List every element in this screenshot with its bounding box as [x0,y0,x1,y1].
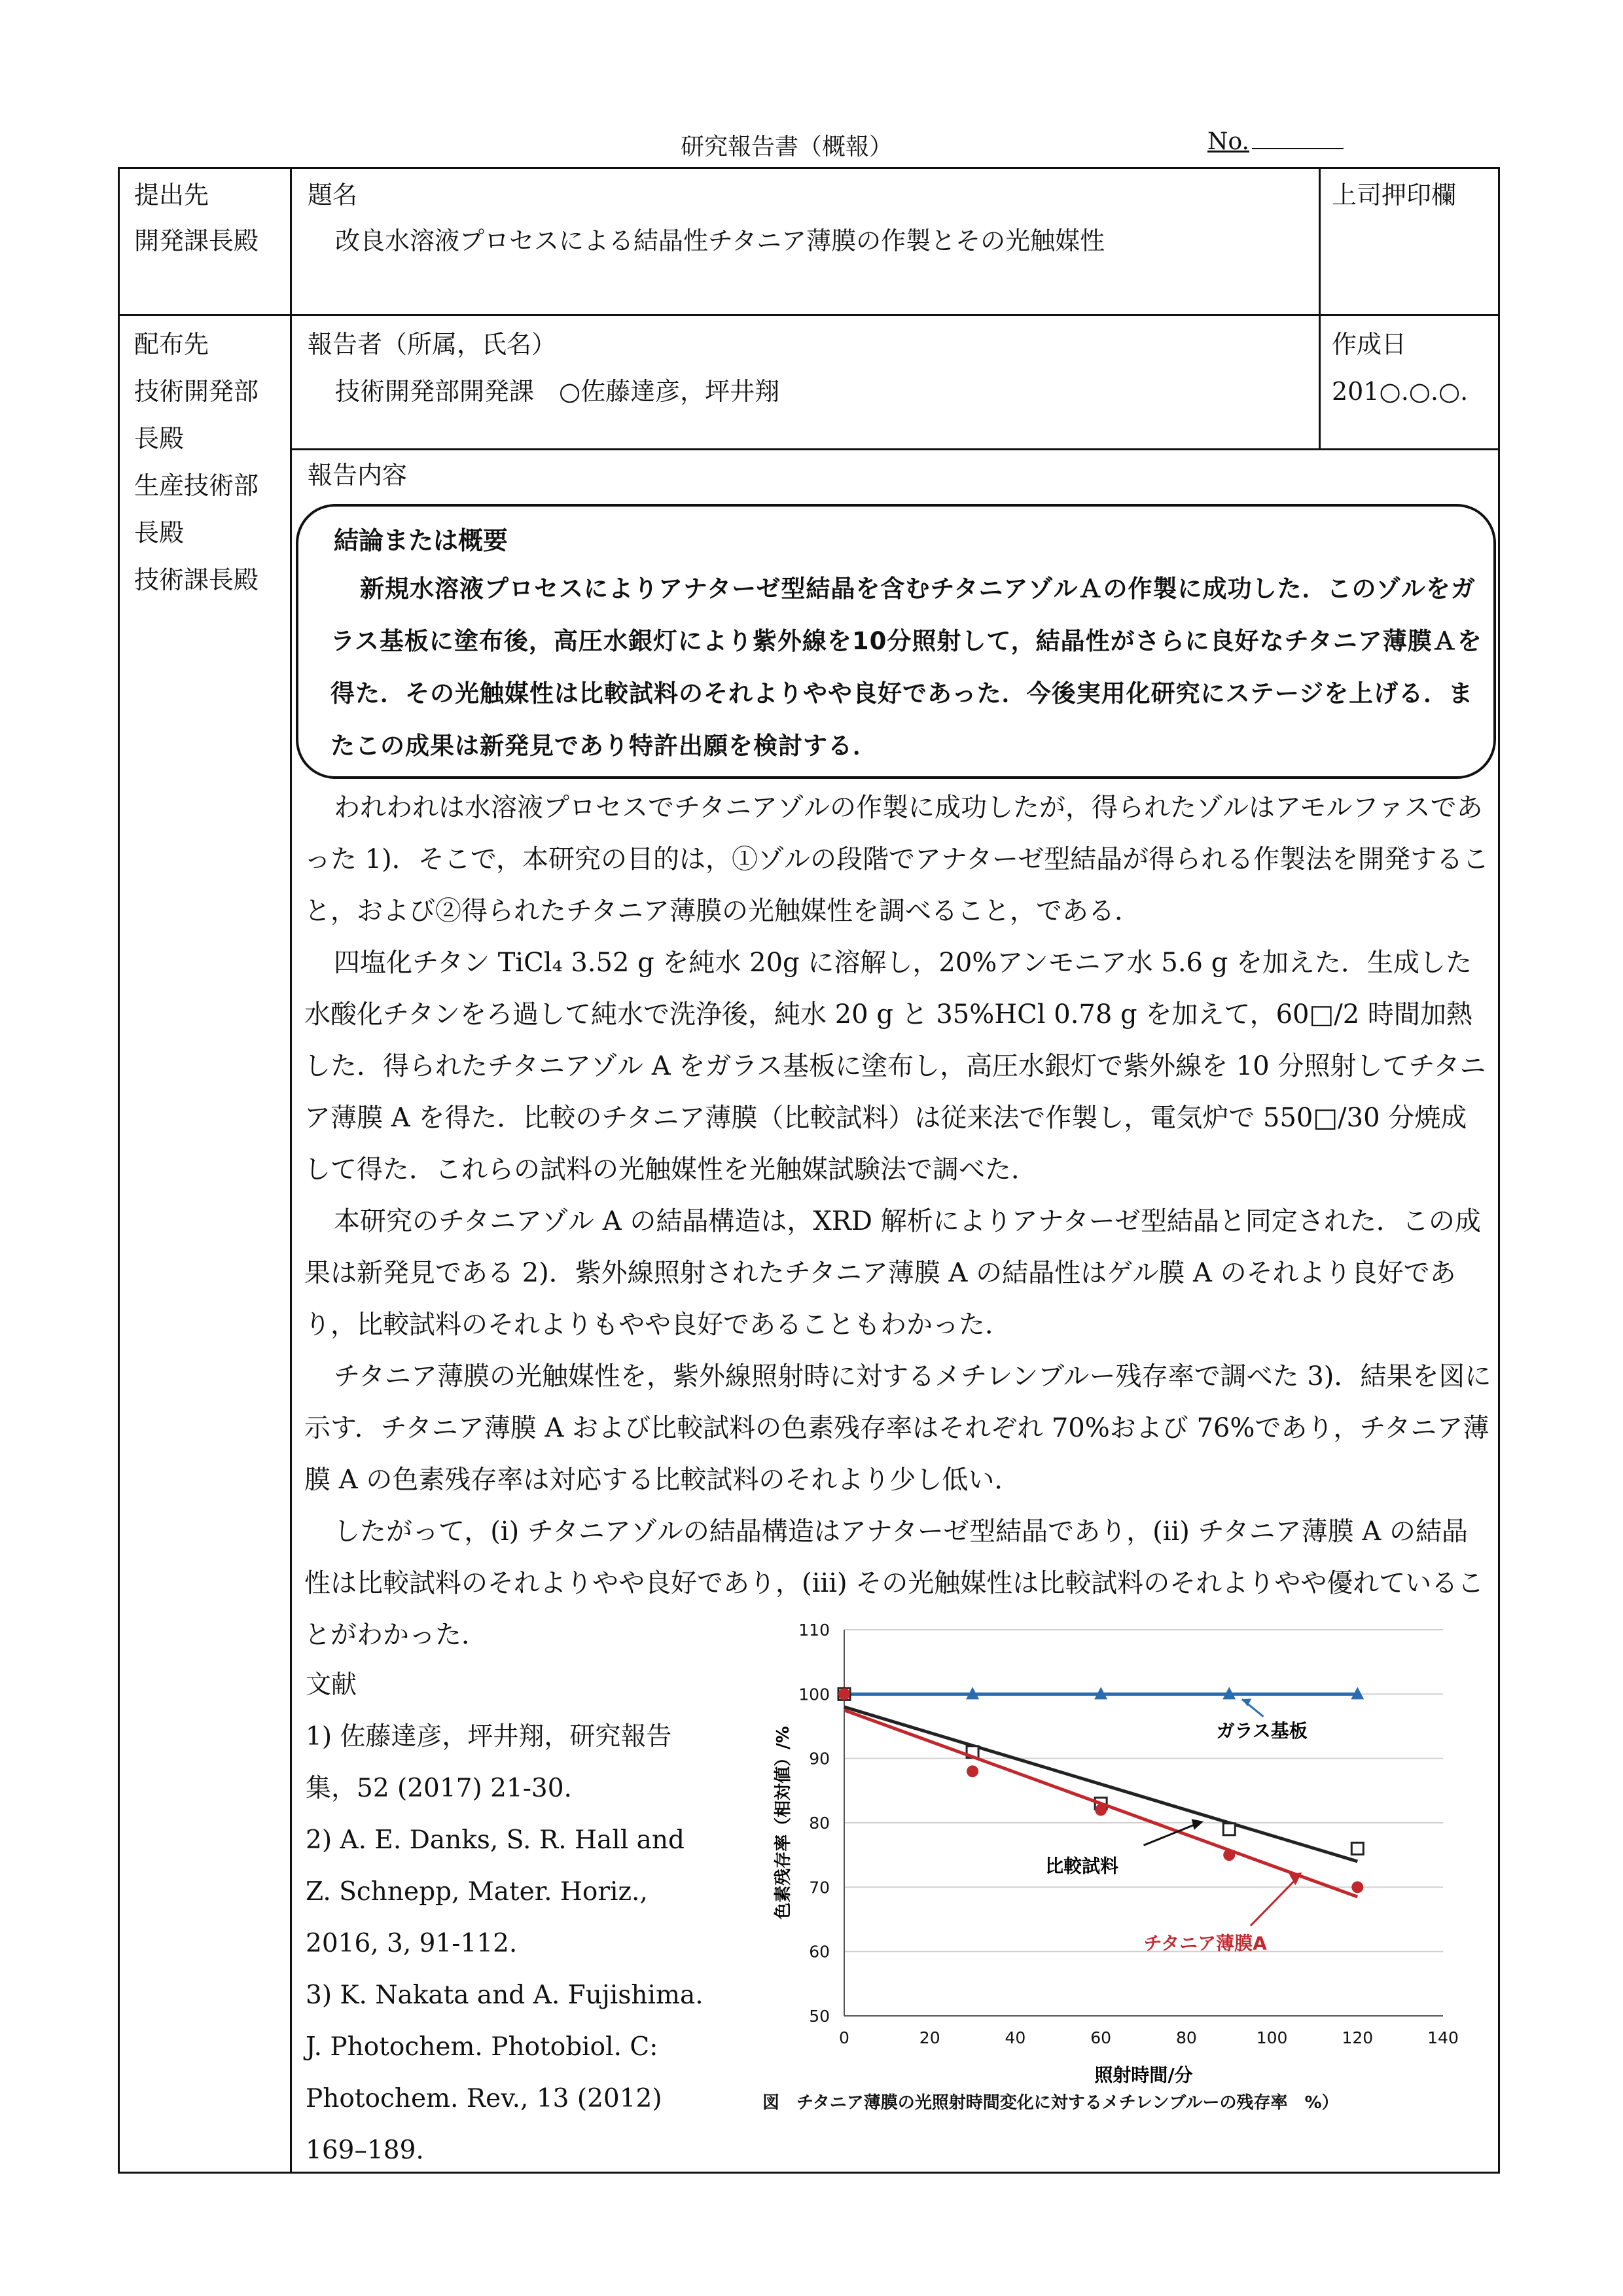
report-number-label [1207,128,1344,155]
annotation-glass-substrate: ガラス基板 [1216,1720,1308,1742]
chart-axes [798,1621,1459,2047]
report-number-blank[interactable] [1252,128,1344,149]
distribution-line-1: 技術開発部 [134,377,259,406]
annotation-reference-sample: 比較試料 [1045,1855,1119,1877]
arrow-titania [1251,1878,1298,1926]
reporter-label: 報告者（所属，氏名） [308,330,557,359]
annotation-titania-film-a: チタニア薄膜A [1143,1932,1267,1954]
column-divider-left [290,167,292,2174]
x-tick-label: 20 [919,2028,940,2047]
report-title: 研究報告書（概報） [681,134,893,160]
y-tick-label: 90 [809,1749,830,1768]
point-circle [1351,1881,1363,1893]
reference-1: 1) 佐藤達彦，坪井翔，研究報告集，52 (2017) 21-30. [306,1722,672,1803]
residual-rate-chart [753,1610,1499,2121]
reference-2: 2) A. E. Danks, S. R. Hall and Z. Schnepp, Mater. Horiz., 2016, 3, 91-112. [306,1825,685,1958]
y-tick-label: 80 [809,1814,830,1833]
x-axis-label: 照射時間/分 [1094,2064,1193,2086]
chart-grid [844,1630,1443,2016]
x-tick-label: 40 [1005,2028,1026,2047]
submit-to-label: 提出先 [134,181,209,209]
point-circle [1095,1804,1107,1816]
point-circle [838,1688,850,1700]
row-divider-2 [290,448,1500,450]
body-paragraph-2: 四塩化チタン TiCl₄ 3.52 g を純水 20g に溶解し，20%アンモニア水 5.6 g を加えた．生成した水酸化チタンをろ過して純水で洗浄後，純水 20 g と 35%HCl 0.78 g を加えて，60□/2 時間加熱した．得られたチタニアゾル A をガラス基板に塗布し，高圧水銀灯で紫外線を 10 分照射してチタニア薄膜 A を得た．比較のチタニア薄膜（比較試料）は従来法で作製し，電気炉で 550□/30 分焼成して得た．これらの試料の光触媒性を光触媒試験法で調べた． [304,948,1486,1185]
body-paragraph-1: われわれは水溶液プロセスでチタニアゾルの作製に成功したが，得られたゾルはアモルファスであった 1)．そこで，本研究の目的は，①ゾルの段階でアナターゼ型結晶が得られる作製法を開発すること，および②得られたチタニア薄膜の光触媒性を調べること，である． [304,793,1489,926]
y-tick-label: 110 [798,1621,830,1640]
point-circle [967,1765,978,1777]
y-tick-label: 60 [809,1942,830,1962]
references [306,1659,711,2176]
arrowhead-reference [1192,1819,1204,1830]
x-tick-label: 100 [1256,2028,1288,2047]
distribution-line-2: 長殿 [134,424,185,453]
chart-caption: 図 チタニア薄膜の光照射時間変化に対するメチレンブルーの残存率 %） [762,2093,1339,2113]
summary-heading: 結論または概要 [334,526,508,555]
submit-to-value: 開発課長殿 [134,226,259,255]
reference-3: 3) K. Nakata and A. Fujishima. J. Photochem. Photobiol. C: Photochem. Rev., 13 (2012) 169–189. [306,1981,704,2165]
distribution-label: 配布先 [134,330,209,359]
arrow-reference [1144,1823,1200,1845]
x-tick-label: 0 [839,2028,849,2047]
x-tick-label: 60 [1090,2028,1112,2047]
distribution-line-5: 技術課長殿 [134,565,259,594]
x-tick-label: 140 [1427,2028,1459,2047]
row-divider-1 [118,314,1500,316]
y-tick-label: 70 [809,1878,830,1897]
report-number-text: No. [1207,128,1249,155]
y-tick-label: 100 [798,1685,830,1704]
report-body [304,782,1492,1661]
body-paragraph-5: したがって，(i) チタニアゾルの結晶構造はアナターゼ型結晶であり，(ii) チタニア薄膜 A の結晶性は比較試料のそれよりやや良好であり，(iii) その光触媒性は比較試料のそれよりやや優れていることがわかった． [304,1516,1484,1650]
subject-label: 題名 [308,181,358,209]
x-tick-label: 120 [1342,2028,1374,2047]
summary-text: 新規水溶液プロセスによりアナターゼ型結晶を含むチタニアゾルＡの作製に成功した．このゾルをガラス基板に塗布後，高圧水銀灯により紫外線を10分照射して，結晶性がさらに良好なチタニア薄膜Ａを得た．その光触媒性は比較試料のそれよりやや良好であった．今後実用化研究にステージを上げる．またこの成果は新発見であり特許出願を検討する． [330,575,1482,760]
point-square [1223,1823,1235,1835]
body-paragraph-4: チタニア薄膜の光触媒性を，紫外線照射時に対するメチレンブルー残存率で調べた 3)．結果を図に示す．チタニア薄膜 A および比較試料の色素残存率はそれぞれ 70%および 76%であり，チタニア薄膜 A の色素残存率は対応する比較試料のそれより少し低い． [304,1361,1491,1495]
distribution-line-3: 生産技術部 [134,471,259,500]
content-label: 報告内容 [308,461,408,490]
approval-stamp-area[interactable] [1329,223,1492,308]
references-heading: 文献 [306,1670,357,1700]
column-divider-right [1319,167,1321,448]
approval-stamp-label: 上司押印欄 [1332,181,1457,209]
date-value: 201○.○.○. [1332,377,1469,406]
y-axis-label: 色素残存率（相対値）/% [774,1726,793,1920]
date-label: 作成日 [1332,330,1407,359]
point-circle [1223,1849,1235,1861]
subject-value: 改良水溶液プロセスによる結晶性チタニア薄膜の作製とその光触媒性 [335,226,1105,255]
point-square [1351,1842,1363,1854]
x-tick-label: 80 [1175,2028,1197,2047]
body-paragraph-3: 本研究のチタニアゾル A の結晶構造は，XRD 解析によりアナターゼ型結晶と同定された．この成果は新発見である 2)．紫外線照射されたチタニア薄膜 A の結晶性はゲル膜 A のそれより良好であり，比較試料のそれよりもやや良好であることもわかった． [304,1206,1481,1340]
distribution-line-4: 長殿 [134,518,185,547]
y-tick-label: 50 [809,2007,830,2026]
reporter-value: 技術開発部開発課 ○佐藤達彦，坪井翔 [335,377,780,406]
